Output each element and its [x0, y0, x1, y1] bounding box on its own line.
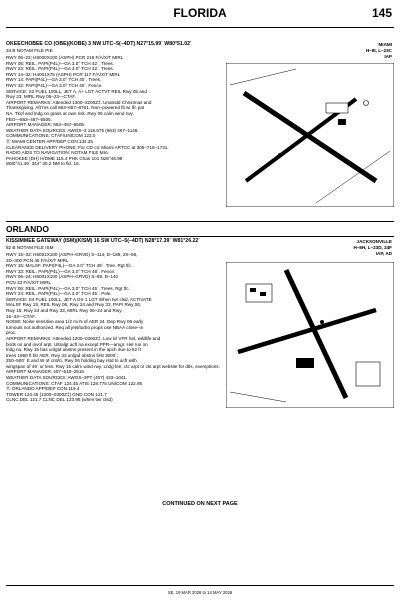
- kissimmee-line: TOWER 124.45 (1200–0300Z‡) GND CON 121.7: [6, 391, 107, 397]
- okeechobee-line: WEATHER DATA SOURCES: AWOS–3 118.675 (863) 467–1148.: [6, 127, 139, 133]
- kissimmee-line: birds on and invof arpt. Ultralgt acft na except PPR—amgr. Hel run on: [6, 341, 148, 347]
- okeechobee-line: RWY 23: REIL. PAPI(P4L)—GA 3.0° TCH 42´. Trees.: [6, 66, 114, 72]
- continued-note: CONTINUED ON NEXT PAGE: [162, 501, 238, 507]
- okeechobee-line: Thanksgiving. Aft hrs call 863–657–8761. Non–powered flt wi tfc pat: [6, 105, 145, 111]
- okeechobee-line: NA. Tkof and lndg on grass at own risk. Rwy 05 calm wind rwy.: [6, 110, 134, 116]
- page-number: 145: [371, 6, 392, 20]
- okeechobee-line: RADIO AIDS TO NAVIGATION: NOTAM FILE MIA.: [6, 150, 110, 156]
- kissimmee-iap: IAP, AD: [375, 250, 392, 256]
- okeechobee-region-block: [366, 42, 392, 59]
- okeechobee-line: SERVICE: S2 FUEL 100LL, JET A, A+ LGT ACTVT REIL Rwy 05 and: [6, 88, 147, 94]
- kissimmee-line: NOISE: Noise sensitive area 1/2 mi N of AER 24. Dep Rwy 06 early: [6, 319, 144, 325]
- kissimmee-region-block: [353, 239, 392, 256]
- kissimmee-line: RWY 15–33: H6001X100 (ASPH–GRVD) S–114, D–189, 2S–95,: [6, 252, 138, 257]
- okeechobee-line: FBO—863–467–5505.: [6, 116, 52, 122]
- kissimmee-line: wingspan of 49´ or less. Rwy 15 calm wind rwy. Lndg fee; ctc arpt or ckt arpt website for dtls, exemptions.: [6, 363, 220, 369]
- okeechobee-line: RWY 14–32: H4001X75 (ASPH) PCR 117 F/A/X/T MIRL: [6, 71, 121, 77]
- kissimmee-line: RWY 06: REIL. PAPI(P4L)—GA 3.0° TCH 45´. Trees. Rgt tfc.: [6, 285, 130, 291]
- okeechobee-line: RWY 05–23: H5000X100 (ASPH) PCR 218 F/A/X/T MIRL: [6, 55, 124, 60]
- kissimmee-line: AIRPORT MANAGER: 407–518–2516: [6, 369, 84, 375]
- kissimmee-title: KISSIMMEE GATEWAY (ISM)(KISM) 16 SW UTC–5(–4DT) N28°17.39´ W81°26.22´: [6, 238, 201, 244]
- kissimmee-line: RWY 33: REIL. PAPI(P4L)—GA 3.0° TCH 48´. Fence.: [6, 268, 116, 274]
- okeechobee-iap: IAP: [384, 53, 392, 59]
- okeechobee-title: OKEECHOBEE CO (OBE)(KOBE) 3 NW UTC–5(–4DT) N27°15.99´ W80°51.02´: [6, 41, 192, 47]
- kissimmee-line: PCN 33 F/A/X/T MIRL: [6, 279, 52, 285]
- section-rule-bottom: [6, 236, 394, 237]
- okeechobee-line: RWY 32: PAPI(P4L)—GA 3.0° TCH 40´. Fence.: [6, 82, 103, 88]
- okeechobee-charts: H–8I, L–23C: [365, 47, 392, 53]
- kissimmee-line: AIRPORT REMARKS: Attended 1200–0300Z‡. Low lvl VFR hel, wildlife and: [6, 335, 161, 341]
- okeechobee-line: COMMUNICATIONS: CTAF/UNICOM 123.0: [6, 133, 96, 139]
- kissimmee-line: WEATHER DATA SOURCES: AWOS–3PT (407) 433–1041.: [6, 375, 128, 381]
- okeechobee-line: CLEARANCE DELIVERY PHONE: For CD ctc Miami ARTCC at 305–716–1731.: [6, 144, 169, 150]
- kissimmee-line: RWY 24: REIL. PAPI(P4L)—GA 3.0° TCH 45´. Pole.: [6, 291, 112, 297]
- page-header: [0, 0, 400, 26]
- kissimmee-line: turnouts not authorized. Req all jets/turbo props use NBAA close–in: [6, 324, 144, 330]
- okeechobee-line: Ⓡ MIAMI CENTER APP/DEP CON 132.25: [6, 138, 93, 144]
- kissimmee-charts: H–8H, L–23D, 24F: [353, 244, 392, 250]
- state-title: FLORIDA: [173, 6, 227, 20]
- kissimmee-line: trees 1960 ft btr AER. Rwy 33 unlgtd obstns first 3000´;: [6, 352, 119, 358]
- footer-dates: SE, 19 MAR 2026 to 14 MAY 2026: [167, 590, 233, 595]
- kissimmee-airport-diagram: [226, 262, 394, 408]
- kissimmee-subline: 82 B NOTAM FILE ISM: [6, 245, 54, 250]
- kissimmee-details: [6, 252, 220, 403]
- okeechobee-airport-diagram: [226, 63, 394, 207]
- kissimmee-line: Rwy 15, Rwy 24 and Rwy 33, MIRL Rwy 06–24 and Rwy: [6, 307, 122, 313]
- okeechobee-region: MIAMI: [378, 42, 392, 47]
- kissimmee-line: 250–500´ E and W of cntrln. Rwy 06 holding bay rstd to acft with: [6, 358, 137, 364]
- okeechobee-line: W80°41.49´ 344° 30.2 NM to fld. 16.: [6, 161, 80, 167]
- kissimmee-line: RWY 06–24: H5001X100 (ASPH–GRVD) S–89, D–140: [6, 274, 119, 280]
- kissimmee-line: Ⓡ ORLANDO APP/DEP CON 119.4: [6, 386, 80, 392]
- kissimmee-line: 2D–300 PCN 45 F/A/X/T MIRL: [6, 257, 69, 263]
- footer-rule: [6, 585, 394, 586]
- okeechobee-line: Rwy 23, MIRL Rwy 05–23—CTAF.: [6, 94, 76, 100]
- kissimmee-line: proc.: [6, 330, 17, 336]
- kissimmee-line: 15–33—CTAF.: [6, 313, 36, 319]
- section-rule-top: [6, 221, 394, 222]
- kissimmee-line: CLNC DEL 121.7 CLNC DEL 123.95 (when twr clsd): [6, 397, 113, 403]
- kissimmee-line: RWY 15: MALSF. PAPI(P4L)—GA 3.0° TCH 49´. Tree. Rgt tfc.: [6, 263, 133, 269]
- kissimmee-region: JACKSONVILLE: [356, 239, 392, 244]
- kissimmee-line: MALSF Rwy 15, REIL Rwy 06, Rwy 24 and Rwy 33, PAPI Rwy 06,: [6, 302, 142, 308]
- okeechobee-line: AIRPORT REMARKS: Attended 1300–2200Z‡. Unatndd Christmas and: [6, 99, 152, 105]
- section-title: ORLANDO: [6, 224, 49, 234]
- kissimmee-line: COMMUNICATIONS: CTAF 124.45 ATIS 128.775 UNICOM 122.95: [6, 380, 143, 386]
- okeechobee-details: [6, 55, 169, 167]
- okeechobee-subline: 34 B NOTAM FILE PIE: [6, 48, 53, 53]
- okeechobee-line: PAHOKEE (DH) H/DME 115.4 PHK Chan 101 N26°46.96´: [6, 155, 124, 161]
- okeechobee-line: RWY 14: PAPI(P4L)—GA 3.0° TCH 40´. Trees.: [6, 77, 102, 83]
- kissimmee-line: SERVICE: S4 FUEL 100LL, JET A OX 1 LGT When twr clsd, ACTIVATE: [6, 296, 152, 302]
- okeechobee-line: AIRPORT MANAGER: 863–467–5505: [6, 122, 84, 128]
- okeechobee-line: RWY 05: REIL. PAPI(P4L)—GA 3.0° TCH 42´. Trees.: [6, 60, 114, 66]
- header-rule: [6, 27, 394, 28]
- kissimmee-line: lndg na. Rwy 15 has unlgtd obstns present in the apch due to 52 ft: [6, 347, 141, 353]
